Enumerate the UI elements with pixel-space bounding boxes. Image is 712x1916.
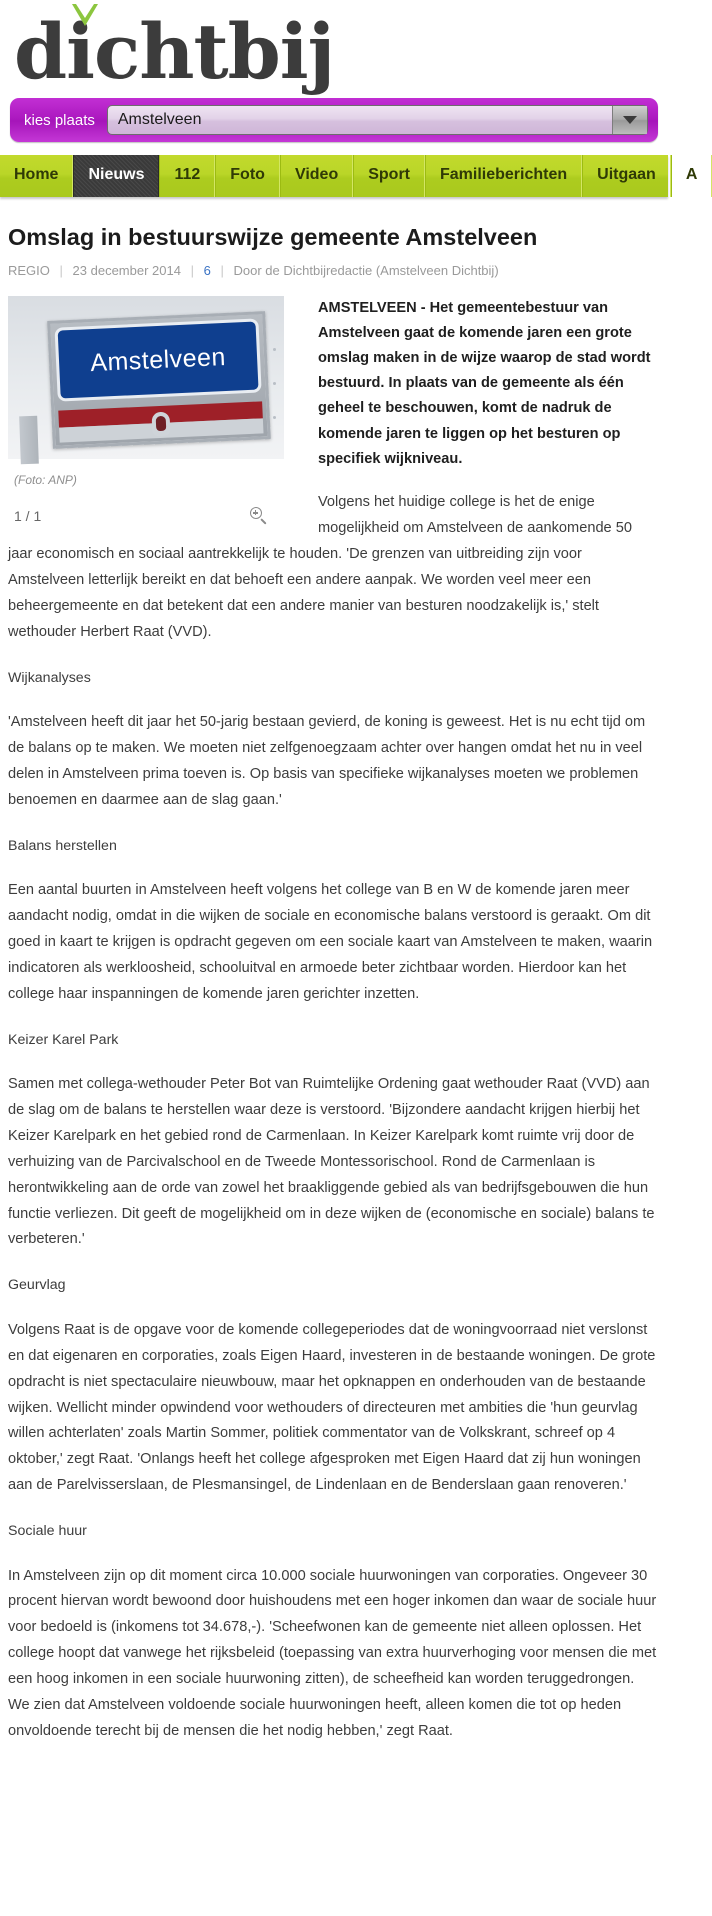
section-body-geurvlag: Volgens Raat is de opgave voor de komende collegeperiodes dat de woningvoorraad niet verslonst en dat eigenaren en corporaties, zoals Eigen Haard, investeren in de bestaande woningen. De grote opdracht is niet spectaculaire nieuwbouw, maar het opknappen en onderhouden van de bestaande wijken. Wellicht minder opwindend voor wethouders of directeuren met ambities die 'hun geurvlag willen achterlaten' zoals Martin Sommer, politiek commentator van de Volkskrant, schreef op 4 oktober,' zegt Raat. 'Onlangs heeft het college afgesproken met Eigen Haard dat zij hun woningen aan de Parelvisserslaan, de Plesmansingel, de Lindenlaan en de Benderslaan gaan renoveren.': [8, 1321, 656, 1494]
image-counter: 1 / 1: [14, 508, 42, 525]
article-body: [8, 296, 660, 1745]
section-body-keizer-karel-park: Samen met collega-wethouder Peter Bot van Ruimtelijke Ordening gaat wethouder Raat (VVD) aan de slag om de balans te herstellen waar deze is verstoord. 'Bijzondere aandacht krijgen hierbij het Keizer Karelpark en het gebied rond de Carmenlaan. In Keizer Karelpark komt ruimte vrij door de verhuizing van de Parcivalschool en de Tweede Montessorischool. Rond de Carmenlaan is herontwikkeling aan de orde van zowel het braakliggende gebied als van bedrijfsgebouwen die hun functie verliezen. Dit geeft de mogelijkheid om in deze wijken de (economische en sociale) balans te verbeteren.': [8, 1075, 655, 1248]
nav-item-nieuws[interactable]: Nieuws: [73, 155, 159, 197]
site-logo[interactable]: [14, 6, 335, 96]
chevron-down-icon[interactable]: [612, 106, 647, 134]
zoom-in-icon[interactable]: [250, 507, 268, 525]
byline-date: 23 december 2014: [72, 262, 181, 278]
section-heading-keizer-karel-park: Keizer Karel Park: [8, 1031, 119, 1048]
site-header: [0, 0, 668, 96]
section-heading-geurvlag: Geurvlag: [8, 1277, 66, 1294]
nav-item-foto[interactable]: Foto: [215, 155, 280, 197]
nav-item-familieberichten[interactable]: Familieberichten: [425, 155, 582, 197]
leaf-icon: [72, 4, 98, 26]
place-select-value: Amstelveen: [117, 111, 202, 129]
nav-item-video[interactable]: Video: [280, 155, 353, 197]
comment-count-link[interactable]: 6: [203, 262, 211, 278]
section-heading-balans-herstellen: Balans herstellen: [8, 837, 117, 854]
place-picker-bar: [10, 98, 658, 142]
byline-separator-3: |: [220, 262, 224, 278]
article-media: [8, 296, 284, 525]
media-toolbar: [8, 487, 284, 525]
byline-separator-1: |: [59, 262, 63, 278]
article-paragraph: Volgens het huidige college is het de enige mogelijkheid om Amstelveen de aankomende 50 jaar economisch en sociaal aantrekkelijk te houden. 'De grenzen van uitbreiding zijn voor Amstelveen letterlijk bereikt en dat behoeft een andere aanpak. We worden veel meer een beheergemeente en dat betekent dat een andere manier van besturen noodzakelijk is,' stelt wethouder Herbert Raat (VVD).: [8, 493, 632, 640]
section-body-sociale-huur: In Amstelveen zijn op dit moment circa 10.000 sociale huurwoningen van corporaties. Ongeveer 30 procent hiervan wordt bewoond door huishoudens met een hoger inkomen dan waar de sociale huur voor bedoeld is (inkomens tot 34.678,-). 'Scheefwonen kan de gemeente niet alleen oplossen. Het college hoopt dat vanwege het rijksbeleid (toepassing van extra huurverhoging voor mensen die met een hoog inkomen in een sociale huurwoning zitten), de scheefheid kan worden teruggedrongen. We zien dat Amstelveen voldoende sociale huurwoningen heeft, alleen komen die tot op heden onvoldoende terecht bij de mensen die het nodig hebben,' zegt Raat.: [8, 1567, 657, 1740]
page-title: Omslag in bestuurswijze gemeente Amstelveen: [8, 224, 538, 251]
place-picker-label: kies plaats: [24, 111, 95, 129]
byline: [8, 261, 660, 281]
nav-item-home[interactable]: Home: [0, 155, 73, 197]
nav-item-uitgaan[interactable]: Uitgaan: [582, 155, 671, 197]
section-heading-sociale-huur: Sociale huur: [8, 1523, 87, 1540]
article-lead: AMSTELVEEN - Het gemeentebestuur van Amstelveen gaat de komende jaren een grote omslag maken in de wijze waarop de stad wordt bestuurd. In plaats van de gemeente als één geheel te beschouwen, komt de nadruk de komende jaren te liggen op het besturen op specifiek wijkniveau.: [318, 300, 651, 467]
site-logo-text: dichtbij: [14, 7, 335, 96]
sign-text: Amstelveen: [89, 342, 227, 377]
article: [0, 223, 668, 1745]
byline-author: Door de Dichtbijredactie (Amstelveen Dichtbij): [233, 262, 499, 278]
article-photo[interactable]: [8, 296, 284, 459]
section-body-balans-herstellen: Een aantal buurten in Amstelveen heeft volgens het college van B en W de komende jaren meer aandacht nodig, omdat in die wijken de sociale en economische balans verstoord is geraakt. Om dit goed in kaart te krijgen is opdracht gegeven om een sociale kaart van Amstelveen te maken, waarin indicatoren als werkloosheid, schooluitval en armoede beter zichtbaar worden. Hierdoor kan het college haar inspanningen de komende jaren gerichter inzetten.: [8, 881, 653, 1002]
photo-credit: (Foto: ANP): [14, 473, 77, 488]
section-heading-wijkanalyses: Wijkanalyses: [8, 669, 91, 686]
place-name-sign-graphic: [47, 311, 271, 449]
nav-item-sport[interactable]: Sport: [353, 155, 425, 197]
byline-separator-2: |: [190, 262, 194, 278]
nav-item-112[interactable]: 112: [159, 155, 215, 197]
section-body-wijkanalyses: 'Amstelveen heeft dit jaar het 50-jarig bestaan gevierd, de koning is geweest. Het is nu echt tijd om de balans op te maken. We moeten niet zelfgenoegzaam achter over hangen omdat het nu in veel delen in Amstelveen prima toeven is. Op basis van specifieke wijkanalyses moeten we problemen benoemen en daarmee aan de slag gaan.': [8, 713, 646, 808]
place-select[interactable]: [107, 105, 648, 135]
nav-item-overflow[interactable]: A: [671, 155, 712, 197]
byline-category: REGIO: [8, 262, 50, 278]
main-navigation: [0, 155, 698, 197]
sign-post: [19, 416, 39, 465]
